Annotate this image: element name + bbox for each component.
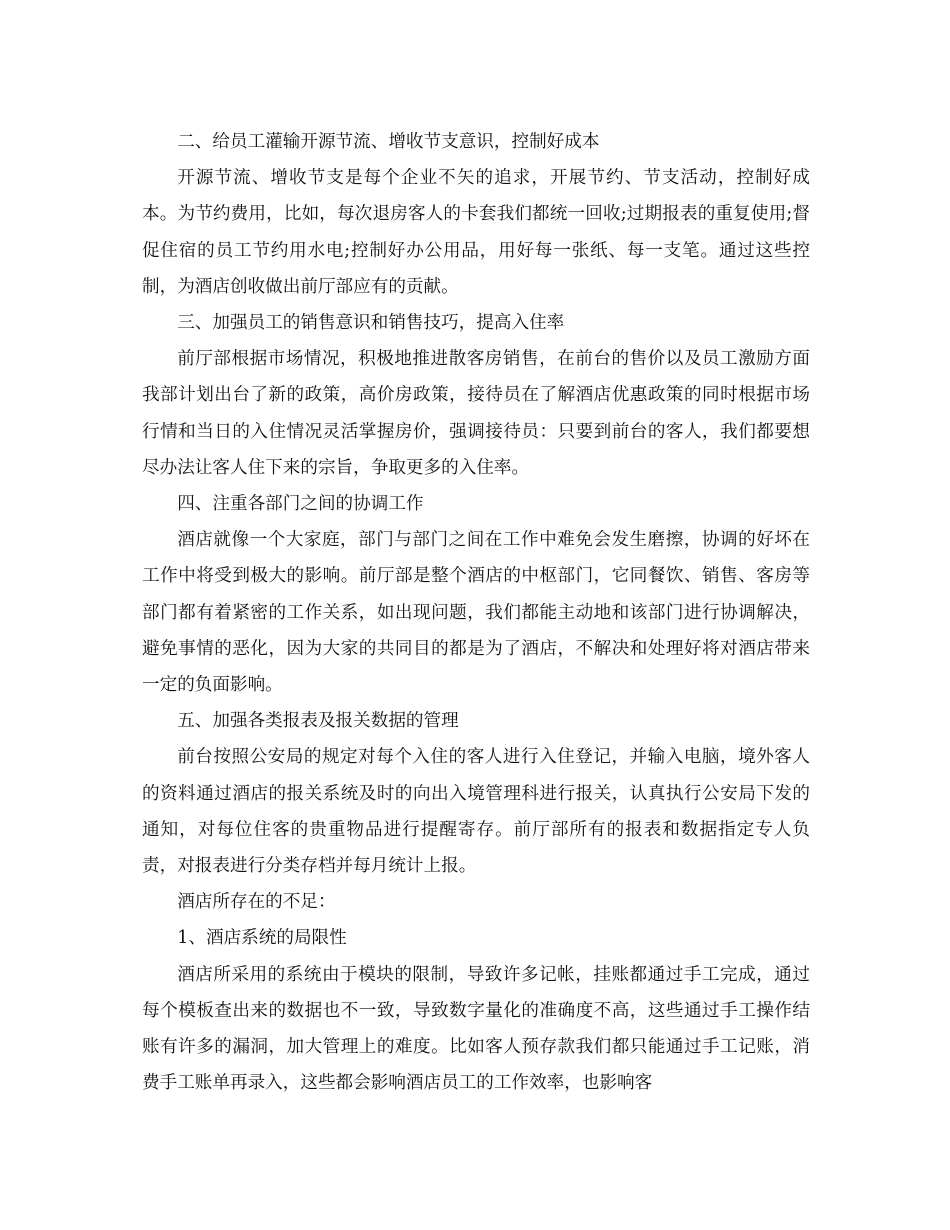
paragraph-system-limits: 酒店所采用的系统由于模块的限制，导致许多记帐，挂账都通过手工完成，通过每个模板查出来的数据也不一致，导致数字量化的准确度不高，这些通过手工操作结账有许多的漏洞，加大管理上的难度。比如客人预存款我们都只能通过手工记账，消费手工账单再录入，这些都会影响酒店员工的工作效率，也影响客 (142, 964, 810, 1094)
paragraph-cost-control: 开源节流、增收节支是每个企业不矢的追求，开展节约、节支活动，控制好成本。为节约费用，比如，每次退房客人的卡套我们都统一回收;过期报表的重复使用;督促住宿的员工节约用水电;控制好办公用品，用好每一张纸、每一支笔。通过这些控制，为酒店创收做出前厅部应有的贡献。 (142, 168, 810, 297)
heading-reports: 五、加强各类报表及报关数据的管理 (177, 711, 459, 732)
subheading-system-limits: 1、酒店系统的局限性 (177, 928, 347, 949)
heading-shortcomings: 酒店所存在的不足： (177, 892, 336, 913)
heading-coordination: 四、注重各部门之间的协调工作 (177, 494, 424, 515)
heading-cost-control: 二、给员工灌输开源节流、增收节支意识，控制好成本 (177, 132, 600, 152)
paragraph-reports: 前台按照公安局的规定对每个入住的客人进行入住登记，并输入电脑，境外客人的资料通过酒店的报关系统及时的向出入境管理科进行报关，认真执行公安局下发的通知，对每位住客的贵重物品进行提醒寄存。前厅部所有的报表和数据指定专人负责，对报表进行分类存档并每月统计上报。 (142, 747, 810, 877)
heading-sales-skills: 三、加强员工的销售意识和销售技巧，提高入住率 (177, 313, 565, 334)
paragraph-sales-skills: 前厅部根据市场情况，积极地推进散客房销售，在前台的售价以及员工激励方面我部计划出台了新的政策，高价房政策，接待员在了解酒店优惠政策的同时根据市场行情和当日的入住情况灵活掌握房价，强调接待员：只要到前台的客人，我们都要想尽办法让客人住下来的宗旨，争取更多的入住率。 (142, 349, 810, 478)
document-body (142, 124, 810, 1101)
paragraph-coordination: 酒店就像一个大家庭，部门与部门之间在工作中难免会发生磨擦，协调的好坏在工作中将受到极大的影响。前厅部是整个酒店的中枢部门，它同餐饮、销售、客房等部门都有着紧密的工作关系，如出现问题，我们都能主动地和该部门进行协调解决，避免事情的恶化，因为大家的共同目的都是为了酒店，不解决和处理好将对酒店带来一定的负面影响。 (142, 530, 810, 696)
